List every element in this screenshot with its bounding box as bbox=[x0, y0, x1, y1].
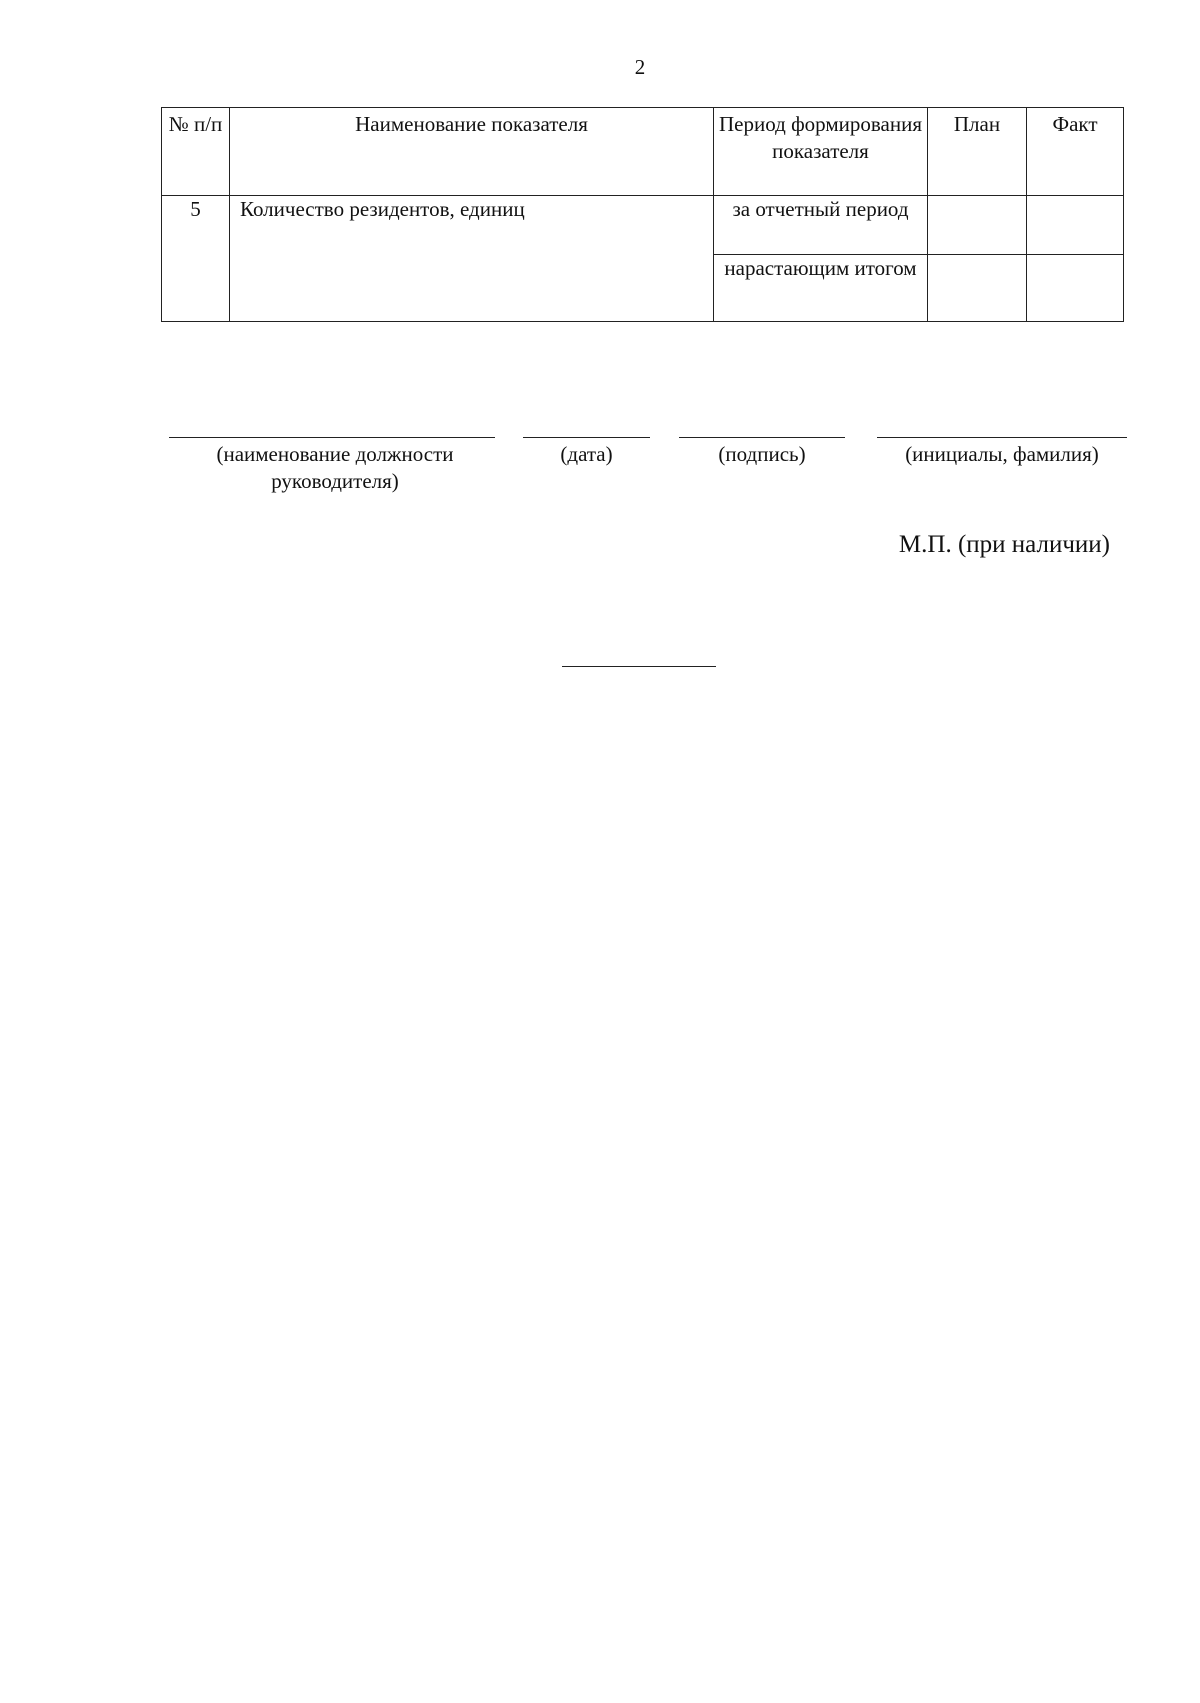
table-header-row bbox=[162, 108, 1124, 196]
end-rule bbox=[562, 666, 716, 667]
page-number: 2 bbox=[634, 55, 646, 79]
position-signature-line bbox=[169, 437, 495, 438]
table-row bbox=[162, 196, 1124, 255]
date-caption: (дата) bbox=[560, 442, 613, 466]
name-caption: (инициалы, фамилия) bbox=[905, 442, 1099, 466]
row-plan-cumulative bbox=[928, 255, 1027, 322]
header-number: № п/п bbox=[162, 108, 230, 196]
row-plan-reporting bbox=[928, 196, 1027, 255]
row-number: 5 bbox=[162, 196, 230, 322]
header-period: Период формирования показателя bbox=[714, 108, 928, 196]
name-signature-line bbox=[877, 437, 1127, 438]
indicators-table bbox=[161, 107, 1124, 322]
position-caption: (наименование должности руководителя) bbox=[216, 442, 454, 493]
header-fact: Факт bbox=[1027, 108, 1124, 196]
row-period-cumulative: нарастающим итогом bbox=[714, 255, 928, 322]
row-fact-cumulative bbox=[1027, 255, 1124, 322]
signature-caption: (подпись) bbox=[718, 442, 806, 466]
row-fact-reporting bbox=[1027, 196, 1124, 255]
header-indicator-name: Наименование показателя bbox=[230, 108, 714, 196]
row-indicator-name: Количество резидентов, единиц bbox=[230, 196, 714, 322]
header-plan: План bbox=[928, 108, 1027, 196]
signature-line bbox=[679, 437, 845, 438]
date-signature-line bbox=[523, 437, 650, 438]
stamp-note: М.П. (при наличии) bbox=[898, 531, 1110, 558]
row-period-reporting: за отчетный период bbox=[714, 196, 928, 255]
